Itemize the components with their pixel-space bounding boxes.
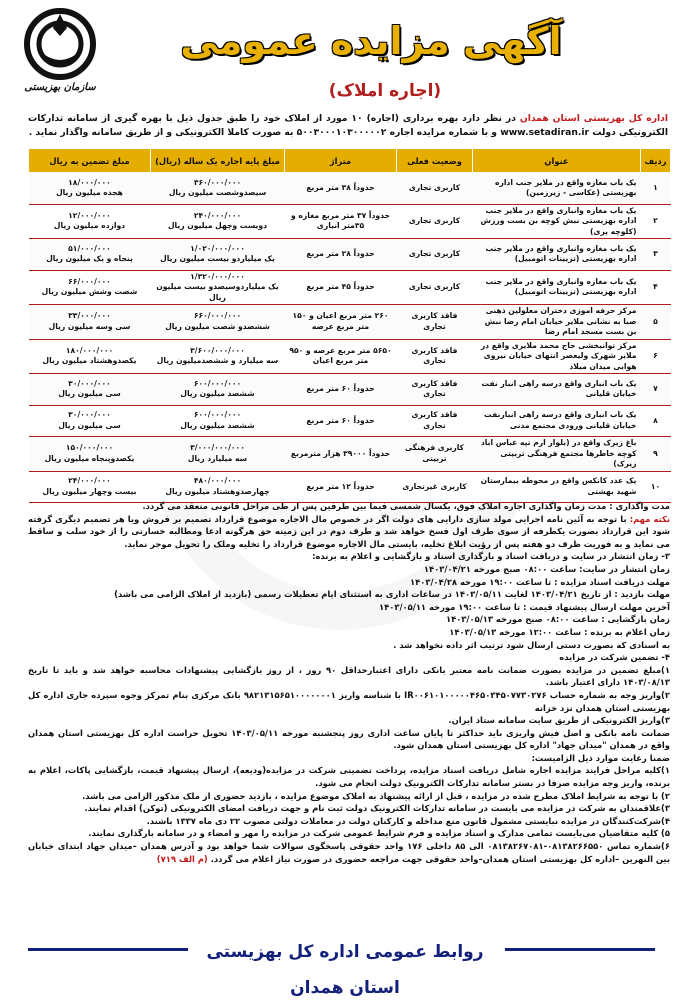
row-guarantee bbox=[29, 173, 151, 205]
row-title: یک باب مغازه وانباری واقع در ملایر جنب اداره بهزیستی (تزیینات اتومبیل) bbox=[473, 270, 641, 305]
header-status: وضعیت فعلی bbox=[397, 149, 473, 173]
header-area: متراژ bbox=[285, 149, 397, 173]
table-row bbox=[29, 437, 671, 472]
row-rent-words: ششصد میلیون ریال bbox=[180, 420, 255, 430]
guarantee-item-3: ۳)واریز الکترونیکی از طریق سایت سامانه ستاد ایران. bbox=[448, 715, 670, 726]
row-guarantee-words: سی میلیون ریال bbox=[58, 389, 121, 399]
winner-time: زمان اعلام به برنده : ساعت ۱۲:۰۰ مورخه ۱۴۰۳/۰۵/۱۳ bbox=[449, 626, 670, 637]
row-guarantee-number: ۱۲/۰۰۰/۰۰۰ bbox=[68, 210, 111, 220]
row-guarantee-number: ۳۰/۰۰۰/۰۰۰ bbox=[68, 410, 111, 420]
row-guarantee bbox=[29, 374, 151, 406]
row-title: مرکز توانبخشی حاج محمد ملایری واقع در ملایر شهرک ولیعصر انتهای خیابان نیروی هوایی میدان میلاد bbox=[473, 339, 641, 374]
row-status: فاقد کاربری تجاری bbox=[397, 339, 473, 374]
row-status: کاربری تجاری bbox=[397, 204, 473, 239]
row-guarantee-number: ۱۸/۰۰۰/۰۰۰ bbox=[68, 177, 111, 187]
logo bbox=[14, 6, 106, 106]
row-guarantee-words: هجده میلیون ریال bbox=[56, 188, 123, 198]
row-idx: ۳ bbox=[641, 239, 671, 271]
table-row bbox=[29, 339, 671, 374]
row-rent bbox=[151, 305, 285, 340]
important-note bbox=[28, 513, 670, 551]
row-idx: ۹ bbox=[641, 437, 671, 472]
row-title: یک باب مغازه واقع در ملایر جنب اداره بهزیستی (عکاسی - زیرزمین) bbox=[473, 173, 641, 205]
row-guarantee-number: ۱۸۰/۰۰۰/۰۰۰ bbox=[65, 345, 114, 355]
row-rent bbox=[151, 204, 285, 239]
note-text: با توجه به آئین نامه اجرایی مولد سازی دارایی های دولت اگر در خصوص مال الاجاره موضوع قرارداد تصمیم بر فروش ویا هر تصمیم دیگری گرفته شود این قرارداد بصورت یکطرفه از سوی طرف اول فسخ خواهد شد و طرف دوم در این زمینه حق هرگونه ادعا ومطالبه خسارتی را از خود سلب و ساقط می نماید و به فوریت ظرف دو هفته پس از رؤیت ابلاغ تخلیه، بایستی مال الاجاره موضوع قرارداد را تخلیه وملک را تحویل موجر نماید. bbox=[28, 513, 670, 549]
logo-text: سازمان بهزیستی bbox=[24, 82, 96, 93]
row-rent bbox=[151, 270, 285, 305]
footer-divider-left bbox=[28, 948, 188, 951]
row-rent-number: ۶۶۰/۰۰۰/۰۰۰ bbox=[193, 311, 242, 321]
guarantee-item-2: ۲)واریز وجه به شماره حساب IR۰۰۶۱۰۱۰۰۰۰۰۴۶۵۰۳۴۵۰۷۷۳۰۲۷۶ با شناسه واریز ۹۸۲۱۳۱۵۶۵۱۰۰۰۰۰۰۰۱ بانک مرکزی بنام تمرکز وجوه سپرده جاری اداره کل بهزیستی استان همدان نزد خزانه bbox=[28, 689, 670, 713]
note-item-5: ۵) کلیه متقاضیان می‌بایست تمامی مدارک و اسناد مزایده و فرم شرایط عمومی شرکت در مزایده را مهر و امضاء و در سامانه بارگذاری نمایند. bbox=[88, 828, 670, 839]
row-rent-number: ۴۸۰/۰۰۰/۰۰۰ bbox=[193, 476, 242, 486]
row-guarantee-words: پنجاه و یک میلیون ریال bbox=[46, 254, 133, 264]
intro-paragraph bbox=[28, 112, 668, 140]
intro-organization: اداره کل بهزیستی استان همدان bbox=[519, 113, 668, 124]
footer-text: روابط عمومی اداره کل بهزیستی استان همدان bbox=[206, 942, 484, 998]
row-area: حدوداً ۳۸ متر مربع bbox=[285, 173, 397, 205]
row-status: فاقد کاربری تجاری bbox=[397, 405, 473, 437]
row-rent bbox=[151, 405, 285, 437]
row-rent-number: ۲۴۰/۰۰۰/۰۰۰ bbox=[193, 210, 242, 220]
row-rent bbox=[151, 173, 285, 205]
row-status: فاقد کاربری تجاری bbox=[397, 374, 473, 406]
header-title: عنوان bbox=[473, 149, 641, 173]
row-guarantee bbox=[29, 305, 151, 340]
row-guarantee-number: ۶۶/۰۰۰/۰۰۰ bbox=[68, 276, 111, 286]
row-title: باغ زیرک واقع در (بلوار ارم تپه عباس اباد کوچه خاطرها مجتمع فرهنگی تربیتی زیرک) bbox=[473, 437, 641, 472]
row-guarantee-number: ۱۵۰/۰۰۰/۰۰۰ bbox=[65, 443, 114, 453]
row-rent bbox=[151, 471, 285, 503]
row-title: یک باب انباری واقع درسه راهی انبار نفت خیابان قلیانی bbox=[473, 374, 641, 406]
note-item-6 bbox=[28, 840, 670, 865]
note-item-2: ۲) با توجه به شرایط املاک مطرح شده در مزایده ، قبل از ارائه پیشنهاد به املاک موضوع مزایده ، بازدید حضوری از ملک مذکور الزامی می باشد. bbox=[82, 790, 670, 801]
row-idx: ۴ bbox=[641, 270, 671, 305]
row-rent bbox=[151, 374, 285, 406]
table-header-row bbox=[29, 149, 671, 173]
table-row bbox=[29, 374, 671, 406]
page-title: آگهی مزایده عمومی bbox=[180, 19, 562, 63]
row-rent-words: سه میلیارد و ششصدمیلیون ریال bbox=[156, 356, 279, 366]
row-idx: ۲ bbox=[641, 204, 671, 239]
row-status: کاربری غیرتجاری bbox=[397, 471, 473, 503]
row-area: حدوداً ۳۷ متر مربع مغازه و ۳۵متر انباری bbox=[285, 204, 397, 239]
row-rent-number: ۶۰۰/۰۰۰/۰۰۰ bbox=[193, 378, 242, 388]
row-guarantee-number: ۳۳/۰۰۰/۰۰۰ bbox=[68, 311, 111, 321]
table-row bbox=[29, 305, 671, 340]
guarantee-item-1: ۱)مبلغ تضمین در مزایده بصورت ضمانت نامه معتبر بانکی دارای اعتبارحداقل ۹۰ روز ، از روز بازگشایی پیشنهادات محاسبه خواهد شد و باید تا تاریخ ۱۴۰۳/۰۸/۱۳ دارای اعتبار باشد. bbox=[28, 664, 670, 688]
row-guarantee-number: ۲۴/۰۰۰/۰۰۰ bbox=[68, 476, 111, 486]
duration-text: مدت واگذاری : مدت زمان واگذاری اجاره املاک فوق، یکسال شمسی فیما بین طرفین پس از طی مراحل قانونی منعقد می گردد. bbox=[142, 501, 670, 511]
header-guarantee: مبلغ تضمین به ریال bbox=[29, 149, 151, 173]
row-rent-words: ششصدو شصت میلیون ریال bbox=[165, 321, 270, 331]
guarantee-delivery: ضمانت نامه بانکی و اصل فیش واریزی باید حداکثر تا پایان ساعت اداری روز پنجشنبه مورخه ۱۴۰۳/۰۵/۱۱ تحویل حراست اداره کل بهزیستی استان همدان واقع در همدان "میدان جهاد" اداره کل بهزیستی استان همدان شود. bbox=[28, 727, 670, 751]
header-idx: ردیف bbox=[641, 149, 671, 173]
row-rent-number: ۳/۰۰۰/۰۰۰/۰۰۰ bbox=[190, 443, 245, 453]
website-link[interactable]: www.setadiran.ir bbox=[500, 127, 590, 138]
row-area: حدوداً ۳۹۰۰۰ هزار مترمربع bbox=[285, 437, 397, 472]
row-rent-number: ۳/۶۰۰/۰۰۰/۰۰۰ bbox=[190, 345, 245, 355]
page-subtitle: (اجاره املاک) bbox=[328, 81, 442, 101]
note-item-4: ۴)شرکت‌کنندگان در مزایده نبایستی مشمول قانون منع مداخله و کارکنان دولت در معاملات دولتی مصوب ۲۲ دی ماه ۱۳۳۷ باشند. bbox=[146, 815, 670, 826]
publish-time: زمان انتشار در سایت: ساعت ۰۸:۰۰ صبح مورخه ۱۴۰۳/۰۴/۲۱ bbox=[423, 563, 670, 574]
row-title: یک عدد کانکس واقع در محوطه بیمارستان شهید بهشتی bbox=[473, 471, 641, 503]
opening-time: زمان بازگشایی : ساعت ۰۸:۰۰ صبح مورخه ۱۴۰۳/۰۵/۱۳ bbox=[445, 614, 670, 625]
row-area: ۲۶۰ متر مربع اعیان و ۱۵۰ متر مربع عرصه bbox=[285, 305, 397, 340]
guarantee-title: ۴- تضمین شرکت در مزایده bbox=[559, 652, 670, 663]
row-status: کاربری تجاری bbox=[397, 239, 473, 271]
header-rent: مبلغ پایه اجاره یک ساله (ریال) bbox=[151, 149, 285, 173]
row-guarantee bbox=[29, 437, 151, 472]
row-rent-number: ۶۰۰/۰۰۰/۰۰۰ bbox=[193, 410, 242, 420]
table-row bbox=[29, 239, 671, 271]
row-idx: ۷ bbox=[641, 374, 671, 406]
note-item-1: ۱)کلیه مراحل فرایند مزایده اجاره شامل دریافت اسناد مزایده، پرداخت تضمینی شرکت در مزایده(ودیعه)، ارسال پیشنهاد قیمت، بازگشایی پاکات، اعلام به برنده، واریز وجه مزایده صرفا در بستر سامانه تدارکات الکترونیک دولت انجام می شود. bbox=[28, 765, 670, 789]
row-title: یک باب مغازه وانباری واقع در ملایر جنب اداره بهزیستی (تزیینات اتومبیل) bbox=[473, 239, 641, 271]
row-guarantee-number: ۳۰/۰۰۰/۰۰۰ bbox=[68, 378, 111, 388]
row-rent-words: دویست وچهل میلیون ریال bbox=[167, 221, 268, 231]
row-area: حدوداً ۱۲ متر مربع bbox=[285, 471, 397, 503]
contact-text: ۶)شماره تماس ۰۸۱۳۸۲۶۶۵۵۰-۰۸۱۳۸۲۶۷۰۸۱ الی ۸۵ داخلی ۱۷۶ واحد حقوقی پاسخگوی سوالات شما خواهد بود و آدرس همدان –میدان جهاد ابتدای خیابان بین النهرین –اداره کل بهزیستی استان همدان–واحد حقوقی جهت مراجعه حضوری در صورت نیاز اعلام می گردد. bbox=[28, 841, 670, 864]
table-row bbox=[29, 270, 671, 305]
row-rent bbox=[151, 339, 285, 374]
row-rent-words: چهارصدوهشتاد میلیون ریال bbox=[165, 486, 270, 496]
row-guarantee bbox=[29, 405, 151, 437]
row-idx: ۵ bbox=[641, 305, 671, 340]
row-guarantee bbox=[29, 339, 151, 374]
row-guarantee bbox=[29, 471, 151, 503]
header bbox=[0, 0, 683, 108]
footer-divider-right bbox=[505, 948, 655, 951]
row-guarantee-words: یکصدوپنجاه میلیون ریال bbox=[44, 453, 135, 463]
row-rent-words: سیصدوشصت میلیون ریال bbox=[168, 188, 267, 198]
row-rent-words: ششصد میلیون ریال bbox=[180, 389, 255, 399]
row-idx: ۸ bbox=[641, 405, 671, 437]
row-guarantee-number: ۵۱/۰۰۰/۰۰۰ bbox=[68, 243, 111, 253]
row-area: ۵۶۵۰ متر مربع عرصه و ۹۵۰ متر مربع اعیان bbox=[285, 339, 397, 374]
submit-deadline: آخرین مهلت ارسال پیشنهاد قیمت : تا ساعت ۱۹:۰۰ مورخه ۱۴۰۳/۰۵/۱۱ bbox=[379, 601, 670, 612]
notes-title: ضمنا رعایت موارد ذیل الزامیست: bbox=[531, 752, 670, 763]
row-rent bbox=[151, 437, 285, 472]
note-label: نکته مهم: bbox=[629, 513, 671, 524]
row-rent-number: ۱/۰۲۰/۰۰۰/۰۰۰ bbox=[190, 243, 245, 253]
visit-period: مهلت بازدید : از تاریخ ۱۴۰۳/۰۴/۲۱ لغایت ۱۴۰۳/۰۵/۱۱ در ساعات اداری به استثنای ایام تعطیلات رسمی (بازدید از املاک الزامی می باشد) bbox=[114, 589, 670, 600]
row-guarantee-words: سی وسه میلیون ریال bbox=[48, 321, 131, 331]
table-row bbox=[29, 173, 671, 205]
receive-deadline: مهلت دریافت اسناد مزایده : تا ساعت ۱۹:۰۰ مورخه ۱۴۰۳/۰۴/۲۸ bbox=[410, 576, 670, 587]
row-guarantee bbox=[29, 270, 151, 305]
row-idx: ۶ bbox=[641, 339, 671, 374]
table-row bbox=[29, 471, 671, 503]
row-area: حدوداً ۶۰ متر مربع bbox=[285, 405, 397, 437]
row-rent-number: ۱/۳۲۰/۰۰۰/۰۰۰ bbox=[190, 271, 245, 281]
row-area: حدوداً ۲۸ متر مربع bbox=[285, 239, 397, 271]
row-rent-number: ۳۶۰/۰۰۰/۰۰۰ bbox=[193, 177, 242, 187]
manual-submission-note: به اسنادی که بصورت دستی ارسال شود ترتیب اثر داده نخواهد شد . bbox=[393, 639, 670, 650]
intro-text-end: و با شماره مزایده اجاره ۵۰۰۳۰۰۰۱۰۳۰۰۰۰۰۲ به صورت کاملا الکترونیکی و از طریق سامانه واگذار نماید . bbox=[28, 127, 501, 138]
row-rent-words: سه میلیارد ریال bbox=[187, 453, 248, 463]
row-rent bbox=[151, 239, 285, 271]
row-status: فاقد کاربری تجاری bbox=[397, 305, 473, 340]
footer bbox=[0, 928, 683, 998]
row-guarantee-words: یکصدوهشتاد میلیون ریال bbox=[42, 356, 137, 366]
row-title: مرکز حرفه اموزی دختران معلولین ذهنی صبا به نشانی ملایر خیابان امام رضا نبش بن بست مسجد امام رضا bbox=[473, 305, 641, 340]
row-idx: ۱ bbox=[641, 173, 671, 205]
row-status: کاربری تجاری bbox=[397, 173, 473, 205]
row-area: حدوداً ۴۵ متر مربع bbox=[285, 270, 397, 305]
row-guarantee-words: شصت وشش میلیون ریال bbox=[41, 287, 138, 297]
row-guarantee bbox=[29, 239, 151, 271]
table-row bbox=[29, 405, 671, 437]
row-idx: ۱۰ bbox=[641, 471, 671, 503]
auction-items-table bbox=[28, 148, 671, 503]
row-guarantee bbox=[29, 204, 151, 239]
row-guarantee-words: بیست وچهار میلیون ریال bbox=[42, 486, 137, 496]
row-guarantee-words: دوازده میلیون ریال bbox=[53, 221, 126, 231]
row-title: یک باب مغازه وانباری واقع در ملایر جنب اداره بهزیستی نبش کوچه بن بست ورزش (کلوچه پزی) bbox=[473, 204, 641, 239]
terms-section bbox=[28, 500, 670, 865]
note-item-3: ۳)علاقمندان به شرکت در مزایده می بایست در سامانه تدارکات الکترونیک دولت ثبت نام و جهت دریافت امضای الکترونیکی (توکن) اقدام نمایند. bbox=[84, 803, 670, 814]
row-rent-words: یک میلیاردو بیست میلیون ریال bbox=[160, 254, 275, 264]
behzisti-logo-icon bbox=[21, 6, 99, 80]
schedule-title: ۳- زمان انتشار در سایت و دریافت اسناد و بارگذاری اسناد و بازگشایی و اعلام به برنده: bbox=[312, 551, 670, 562]
row-status: کاربری فرهنگی تربیتی bbox=[397, 437, 473, 472]
table-row bbox=[29, 204, 671, 239]
row-title: یک باب انباری واقع درسه راهی انبارنفت خیابان قلیانی ورودی مجتمع مدنی bbox=[473, 405, 641, 437]
row-guarantee-words: سی میلیون ریال bbox=[58, 420, 121, 430]
row-status: کاربری تجاری bbox=[397, 270, 473, 305]
intro-text: در نظر دارد بهره برداری (اجاره) ۱۰ مورد از املاک خود را طبق جدول ذیل با بهره گیری از سامانه تدارکات الکترونیکی دولت bbox=[28, 113, 668, 138]
ad-code: (م الف ۷۱۹) bbox=[156, 853, 208, 864]
row-rent-words: یک میلیاردوسیصدو بیست میلیون ریال bbox=[156, 282, 279, 302]
row-area: حدوداً ۶۰ متر مربع bbox=[285, 374, 397, 406]
